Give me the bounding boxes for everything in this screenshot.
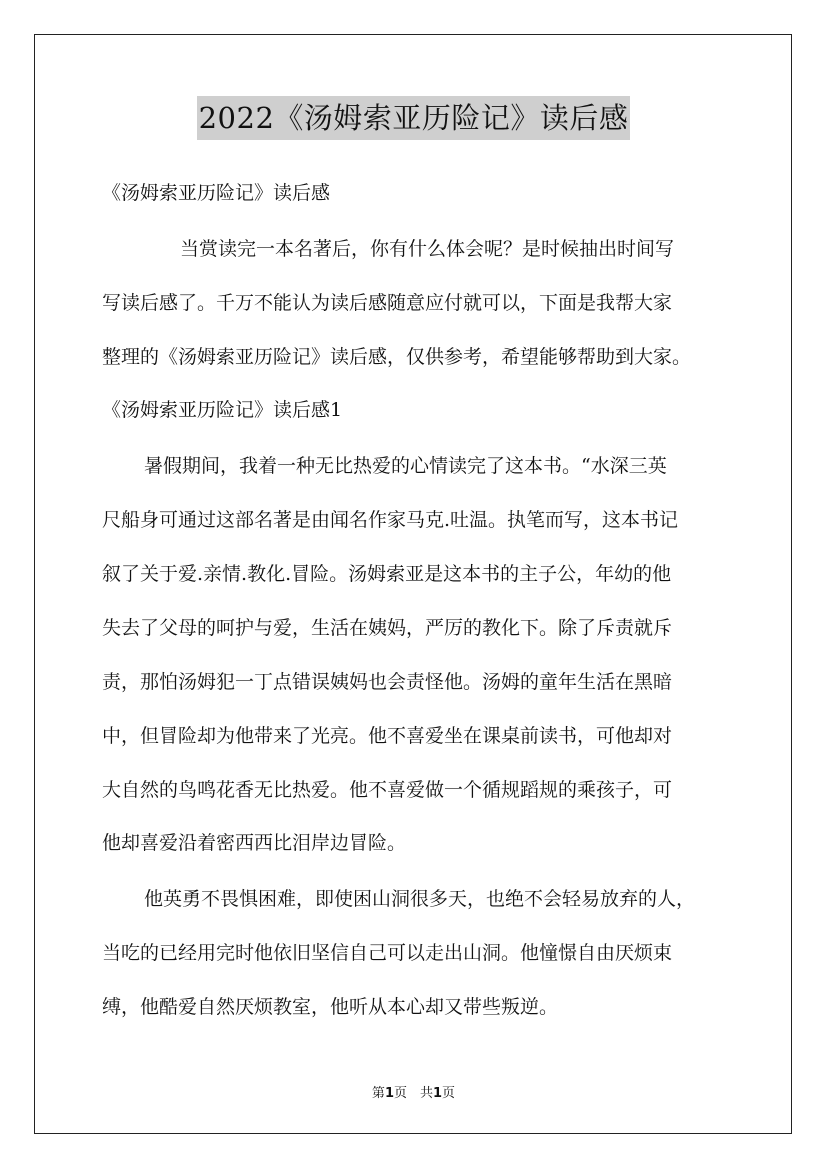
subtitle: 《汤姆索亚历险记》读后感 [102, 182, 331, 204]
footer-total-pages: 1 [433, 1086, 443, 1101]
paragraph-line: 暑假期间，我着一种无比热爱的心情读完了这本书。“水深三英 [144, 455, 667, 477]
paragraph-line: 叙了关于爱.亲情.教化.冒险。汤姆索亚是这本书的主子公，年幼的他 [102, 563, 672, 585]
intro-line: 当赏读完一本名著后，你有什么体会呢？是时候抽出时间写 [180, 238, 675, 260]
paragraph-line: 当吃的已经用完时他依旧坚信自己可以走出山洞。他憧憬自由厌烦束 [102, 942, 673, 964]
paragraph-line: 他却喜爱沿着密西西比泪岸边冒险。 [102, 832, 407, 854]
footer-page-suffix: 页 [442, 1086, 456, 1101]
footer-page-number: 1 [384, 1086, 394, 1101]
paragraph-line: 缚，他酷爱自然厌烦教室，他听从本心却又带些叛逆。 [102, 996, 559, 1018]
paragraph-line: 大自然的鸟鸣花香无比热爱。他不喜爱做一个循规蹈规的乘孩子，可 [102, 779, 673, 801]
document-title: 2022《汤姆索亚历险记》读后感 [197, 96, 631, 140]
paragraph-line: 他英勇不畏惧困难，即使困山洞很多天，也绝不会轻易放弃的人， [144, 888, 696, 910]
paragraph-line: 责，那怕汤姆犯一丁点错误姨妈也会责怪他。汤姆的童年生活在黑暗 [102, 671, 673, 693]
intro-line: 整理的《汤姆索亚历险记》读后感，仅供参考，希望能够帮助到大家。 [102, 346, 692, 368]
page-footer [0, 1082, 827, 1101]
paragraph-line: 中，但冒险却为他带来了光亮。他不喜爱坐在课桌前读书，可他却对 [102, 725, 673, 747]
paragraph-line: 尺船身可通过这部名著是由闻名作家马克.吐温。执笔而写，这本书记 [102, 509, 679, 531]
footer-page-prefix: 第 [371, 1086, 385, 1101]
section-heading: 《汤姆索亚历险记》读后感1 [102, 399, 343, 421]
footer-page-mid: 页 共 [393, 1086, 433, 1101]
title-container [0, 96, 827, 140]
intro-line: 写读后感了。千万不能认为读后感随意应付就可以，下面是我帮大家 [102, 292, 673, 314]
paragraph-line: 失去了父母的呵护与爱，生活在姨妈，严厉的教化下。除了斥责就斥 [102, 617, 673, 639]
